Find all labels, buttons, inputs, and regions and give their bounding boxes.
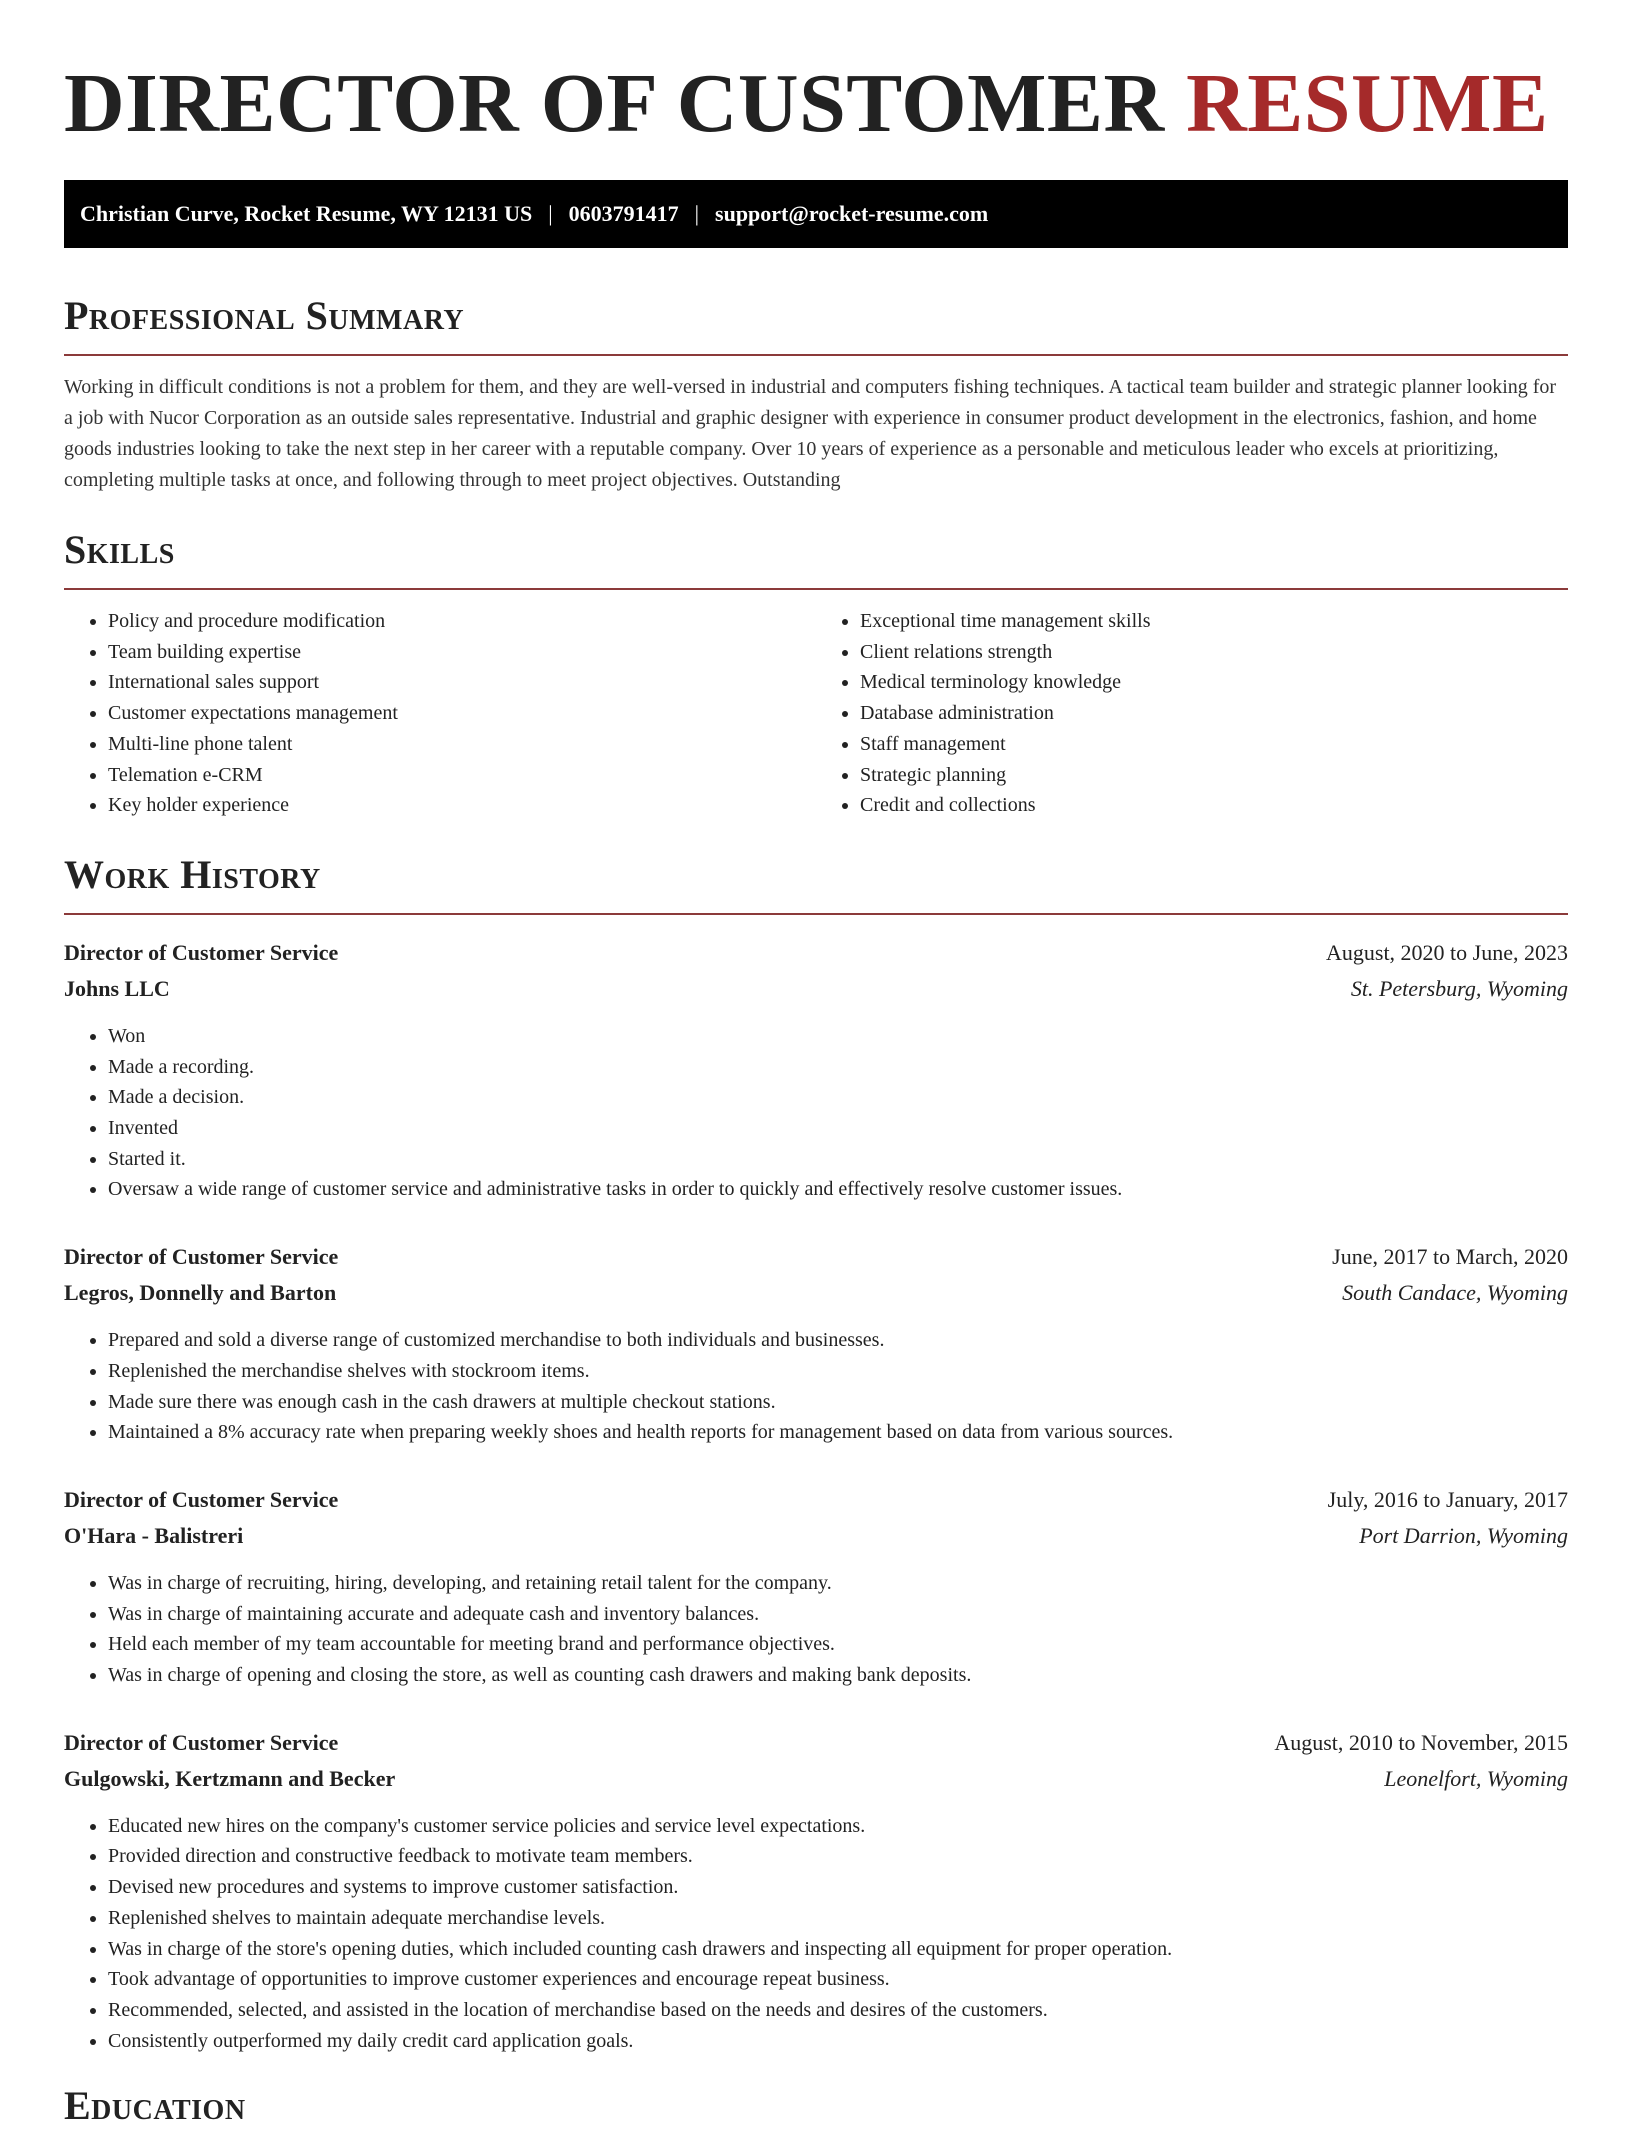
title-accent: RESUME [1186,57,1549,150]
section-divider [64,354,1568,356]
job-title: Director of Customer Service [64,1244,339,1270]
job-entry [64,1239,1568,1448]
contact-address: Christian Curve, Rocket Resume, WY 12131 US [80,201,533,226]
job-company-row [64,1275,1568,1311]
job-entry [64,935,1568,1205]
job-duty: • Made a recording. [108,1052,1568,1083]
job-location: St. Petersburg, Wyoming [1350,975,1568,1001]
skill-item: • Staff management [860,729,1568,760]
job-company: Johns LLC [64,975,170,1001]
skill-item: • Multi-line phone talent [108,729,816,760]
job-duties-list [64,1325,1568,1448]
skills-list-right [816,606,1568,821]
job-company-row [64,1761,1568,1797]
job-dates: August, 2020 to June, 2023 [1326,939,1568,965]
job-dates: June, 2017 to March, 2020 [1332,1244,1568,1270]
contact-bar [64,180,1568,248]
job-company-row [64,1518,1568,1554]
section-divider [64,913,1568,915]
title-main: DIRECTOR OF CUSTOMER [64,57,1165,150]
skill-item: • International sales support [108,667,816,698]
section-heading: Work History [64,851,321,897]
contact-separator: | [548,201,553,226]
job-company: O'Hara - Balistreri [64,1522,244,1548]
job-duty: • Won [108,1021,1568,1052]
contact-separator: | [694,201,700,226]
job-duties-list [64,1811,1568,2057]
job-duty: • Took advantage of opportunities to improve customer experiences and encourage repeat business. [108,1964,1568,1995]
job-duty: • Made sure there was enough cash in the cash drawers at multiple checkout stations. [108,1387,1568,1418]
job-duty: • Devised new procedures and systems to improve customer satisfaction. [108,1872,1568,1903]
resume-title [64,56,1568,152]
section-heading: Skills [64,527,175,572]
job-header-row [64,1239,1568,1275]
job-duty: • Started it. [108,1144,1568,1175]
job-duty: • Recommended, selected, and assisted in the location of merchandise based on the needs and desires of the customers. [108,1995,1568,2026]
job-dates: August, 2010 to November, 2015 [1274,1729,1568,1755]
job-duty: • Was in charge of the store's opening duties, which included counting cash drawers and inspecting all equipment for proper operation. [108,1934,1568,1965]
job-title: Director of Customer Service [64,939,339,965]
job-company: Gulgowski, Kertzmann and Becker [64,1765,396,1791]
job-duty: • Oversaw a wide range of customer service and administrative tasks in order to quickly and effectively resolve customer issues. [108,1174,1568,1205]
section-heading: Professional Summary [64,293,465,338]
skill-item: • Medical terminology knowledge [860,667,1568,698]
skill-item: • Credit and collections [860,790,1568,821]
work-history-section [64,851,1568,2056]
job-company-row [64,971,1568,1007]
skill-item: • Strategic planning [860,760,1568,791]
job-duty: • Invented [108,1113,1568,1144]
job-duty: • Was in charge of opening and closing the store, as well as counting cash drawers and making bank deposits. [108,1660,1568,1691]
skill-item: • Telemation e-CRM [108,760,816,791]
skill-item: • Customer expectations management [108,698,816,729]
job-entry [64,1725,1568,2057]
job-entry [64,1482,1568,1691]
job-header-row [64,935,1568,971]
job-header-row [64,1725,1568,1761]
job-duties-list [64,1021,1568,1205]
job-company: Legros, Donnelly and Barton [64,1280,337,1306]
job-duty: • Replenished shelves to maintain adequate merchandise levels. [108,1903,1568,1934]
resume-content [64,0,1568,2130]
section-heading: Education [64,2083,246,2129]
job-location: Port Darrion, Wyoming [1359,1522,1568,1548]
contact-email[interactable]: support@rocket-resume.com [715,201,989,226]
skills-section [64,526,1568,821]
skill-item: • Exceptional time management skills [860,606,1568,637]
job-title: Director of Customer Service [64,1729,339,1755]
job-duty: • Educated new hires on the company's customer service policies and service level expectations. [108,1811,1568,1842]
summary-text: Working in difficult conditions is not a problem for them, and they are well-versed in industrial and computers fishing techniques. A tactical team builder and strategic planner looking for a job with Nucor Corporation as an outside sales representative. Industrial and graphic designer with experience in consumer product development in the electronics, fashion, and home goods industries looking to take the next step in her career with a reputable company. Over 10 years of experience as a personable and meticulous leader who excels at prioritizing, completing multiple tasks at once, and following through to meet project objectives. Outstanding [64,376,1557,491]
skill-item: • Database administration [860,698,1568,729]
job-location: South Candace, Wyoming [1342,1280,1568,1306]
skill-item: • Team building expertise [108,637,816,668]
skills-list-left [64,606,816,821]
job-duty: • Replenished the merchandise shelves with stockroom items. [108,1356,1568,1387]
job-header-row [64,1482,1568,1518]
skills-grid [64,606,1568,821]
education-section [64,2082,1568,2130]
job-duties-list [64,1568,1568,1691]
skill-item: • Key holder experience [108,790,816,821]
job-duty: • Made a decision. [108,1082,1568,1113]
job-duty: • Was in charge of recruiting, hiring, developing, and retaining retail talent for the company. [108,1568,1568,1599]
job-title: Director of Customer Service [64,1486,339,1512]
skill-item: • Client relations strength [860,637,1568,668]
job-duty: • Was in charge of maintaining accurate and adequate cash and inventory balances. [108,1599,1568,1630]
job-duty: • Held each member of my team accountable for meeting brand and performance objectives. [108,1629,1568,1660]
job-dates: July, 2016 to January, 2017 [1327,1486,1568,1512]
section-divider [64,588,1568,590]
skill-item: • Policy and procedure modification [108,606,816,637]
job-duty: • Consistently outperformed my daily credit card application goals. [108,2026,1568,2057]
professional-summary-section [64,292,1568,496]
contact-phone: 0603791417 [568,201,679,226]
job-duty: • Provided direction and constructive feedback to motivate team members. [108,1841,1568,1872]
job-duty: • Maintained a 8% accuracy rate when preparing weekly shoes and health reports for management based on data from various sources. [108,1417,1568,1448]
job-duty: • Prepared and sold a diverse range of customized merchandise to both individuals and businesses. [108,1325,1568,1356]
job-location: Leonelfort, Wyoming [1384,1765,1568,1791]
